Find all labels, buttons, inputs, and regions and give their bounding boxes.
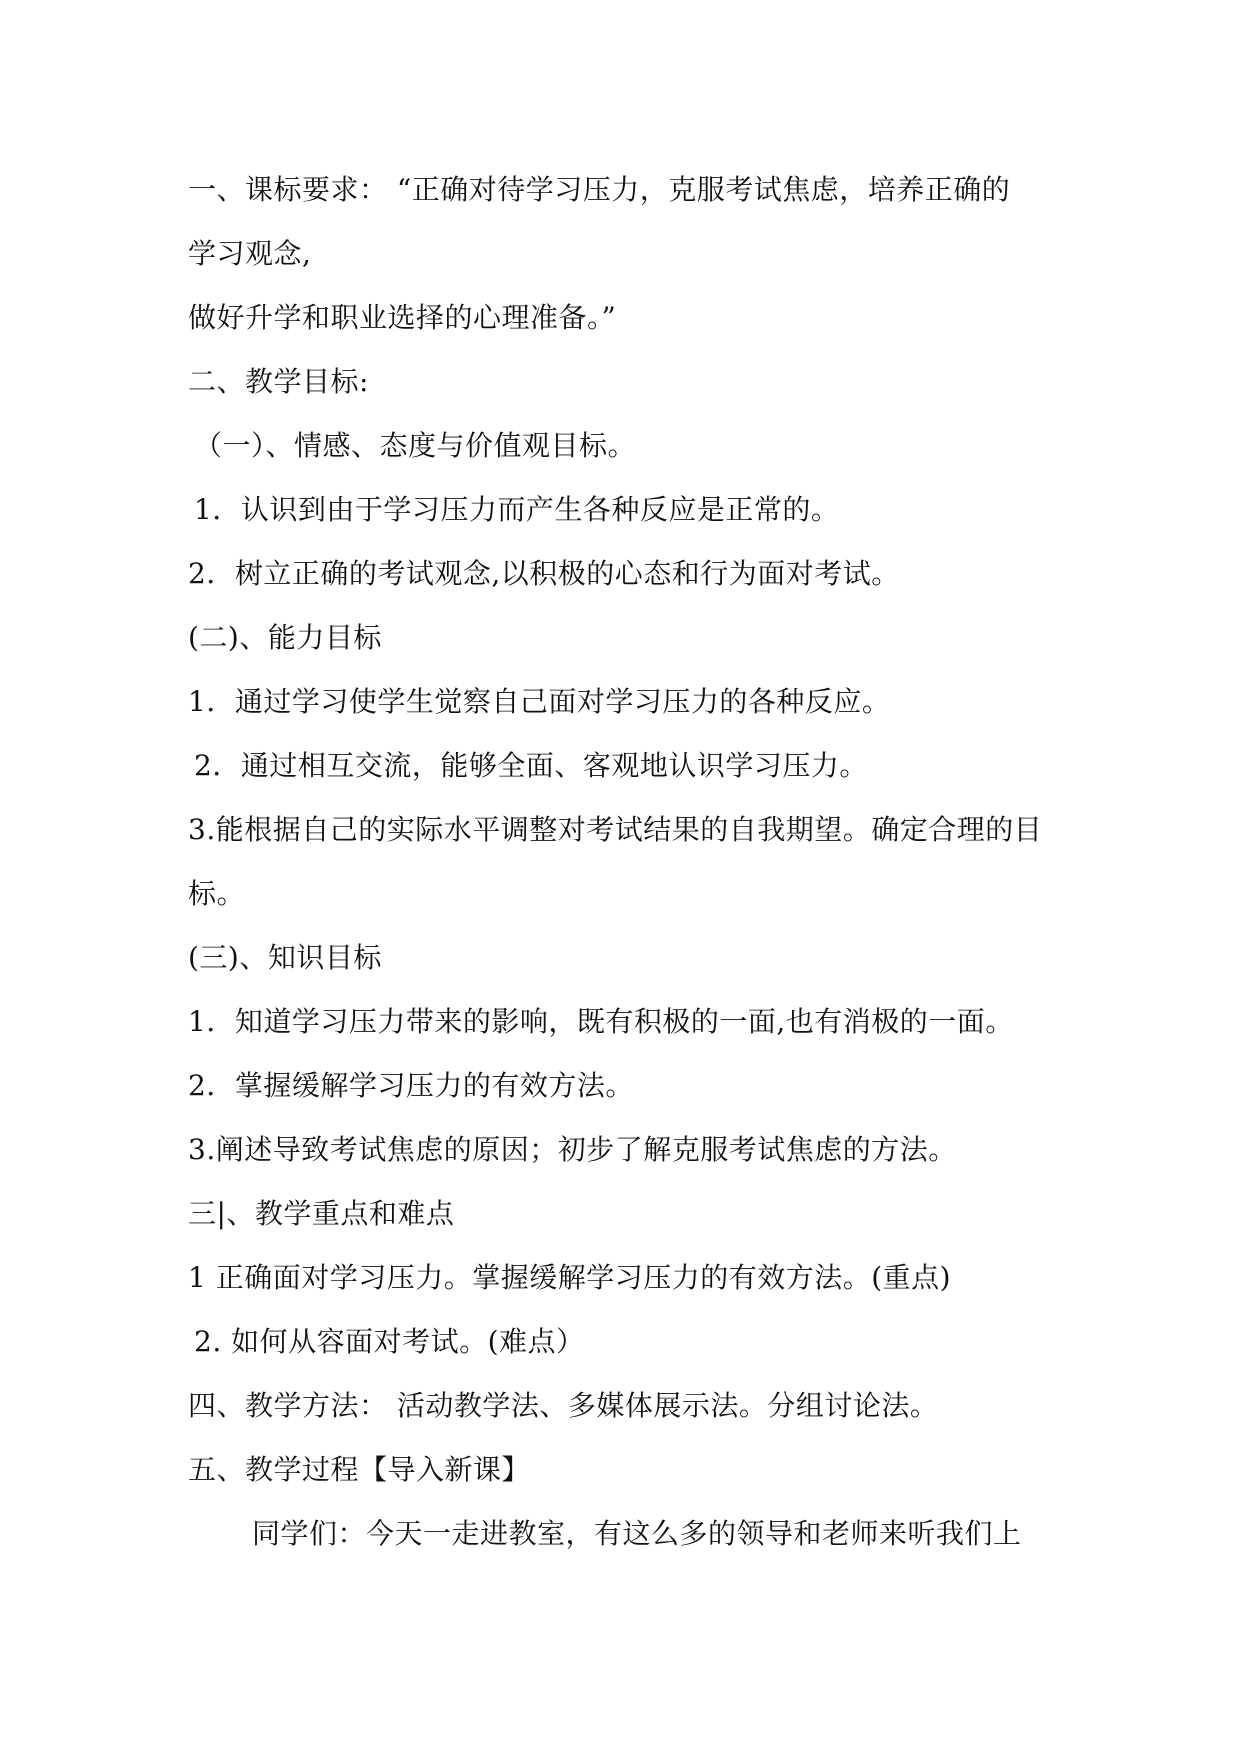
knowledge-goal-item-2: 2．掌握缓解学习压力的有效方法。 [188, 1069, 634, 1102]
ability-goals-subheading: (二)、能力目标 [188, 621, 382, 654]
knowledge-goal-item-3: 3.阐述导致考试焦虑的原因；初步了解克服考试焦虑的方法。 [188, 1133, 957, 1166]
ability-goal-item-3: 3.能根据自己的实际水平调整对考试结果的自我期望。确定合理的目 [188, 813, 1043, 846]
emotion-goal-item-2: 2．树立正确的考试观念,以积极的心态和行为面对考试。 [188, 557, 900, 590]
knowledge-goal-item-1: 1．知道学习压力带来的影响，既有积极的一面,也有消极的一面。 [188, 1005, 1014, 1038]
key-point-item-1: 1 正确面对学习压力。掌握缓解学习压力的有效方法。(重点) [188, 1261, 952, 1294]
emotion-goals-subheading: （一）、情感、态度与价值观目标。 [194, 429, 637, 462]
teaching-process-heading: 五、教学过程【导入新课】 [188, 1453, 531, 1486]
teaching-methods-line: 四、教学方法： 活动教学法、多媒体展示法。分组讨论法。 [188, 1389, 939, 1422]
emotion-goal-item-1: 1．认识到由于学习压力而产生各种反应是正常的。 [194, 493, 840, 526]
key-points-heading: 三|、教学重点和难点 [188, 1197, 455, 1230]
knowledge-goals-subheading: (三)、知识目标 [188, 941, 382, 974]
key-point-item-2: 2. 如何从容面对考试。(难点） [194, 1325, 585, 1358]
ability-goal-item-3-continued: 标。 [188, 877, 246, 910]
teaching-goals-heading: 二、教学目标: [188, 365, 369, 398]
curriculum-requirement-end: 做好升学和职业选择的心理准备。” [188, 301, 617, 334]
curriculum-requirement-line: 一、课标要求： “正确对待学习压力，克服考试焦虑，培养正确的 [188, 173, 1011, 206]
document-body [188, 158, 1068, 1566]
ability-goal-item-1: 1．通过学习使学生觉察自己面对学习压力的各种反应。 [188, 685, 891, 718]
ability-goal-item-2: 2．通过相互交流，能够全面、客观地认识学习压力。 [194, 749, 868, 782]
intro-paragraph: 同学们：今天一走进教室，有这么多的领导和老师来听我们上 [252, 1517, 1022, 1550]
curriculum-requirement-continued: 学习观念, [188, 237, 312, 270]
